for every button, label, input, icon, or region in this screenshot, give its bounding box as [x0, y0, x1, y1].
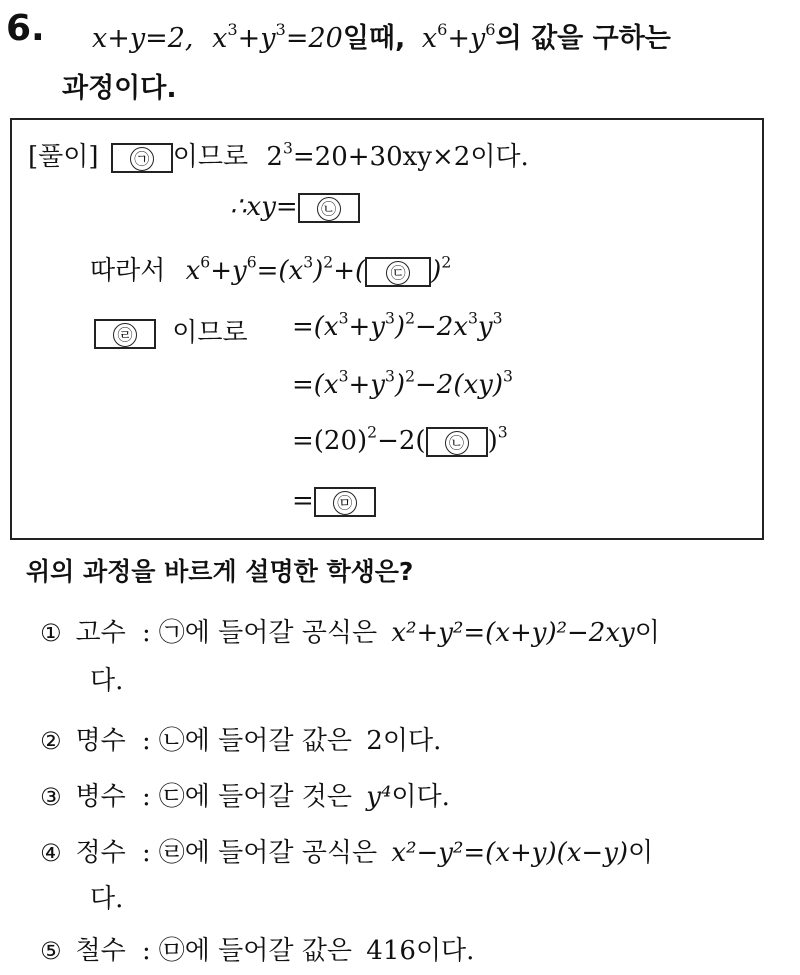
blank-a: ㉠	[111, 143, 173, 173]
condition-1: x+y=2,	[92, 23, 194, 54]
solution-line-5: $=(x^3+y^3)^2-2(xy)^3$	[292, 367, 513, 400]
solution-label: [풀이]	[28, 142, 99, 172]
line2-prefix: ∴xy=	[230, 192, 298, 222]
blank-b: ㉡	[298, 193, 360, 223]
question-line-1	[92, 16, 671, 55]
question-number: 6.	[6, 8, 45, 49]
blank-b-repeat: ㉡	[426, 427, 488, 457]
option-1-wrap: 다.	[90, 666, 124, 696]
solution-line-6: $=(20)^2-2$( ㉡ )$^3$	[292, 423, 508, 456]
option-3[interactable]: ③ 병수 : ㉢에 들어갈 것은 y⁴이다.	[40, 782, 450, 812]
target-suffix: 의 값을 구하는	[495, 23, 671, 54]
target-expression: $x^6+y^6$	[421, 19, 496, 54]
line1-math: $2^3=20+30xy\times 2$	[266, 139, 471, 172]
blank-d: ㉣	[94, 319, 156, 349]
option-2[interactable]: ② 명수 : ㉡에 들어갈 값은 2이다.	[40, 726, 442, 756]
blank-c: ㉢	[365, 257, 431, 287]
solution-box	[10, 118, 764, 540]
solution-line-4	[94, 312, 248, 349]
line3-label: 따라서	[90, 256, 166, 286]
option-4-wrap: 다.	[90, 884, 124, 914]
solution-line-4-math: $=(x^3+y^3)^2-2x^3y^3$	[292, 309, 503, 342]
option-5[interactable]: ⑤ 철수 : ㉤에 들어갈 값은 416이다.	[40, 936, 475, 966]
condition-2: $x^3+y^3=20$	[212, 19, 343, 54]
line4-after: 이므로	[172, 318, 248, 348]
blank-e: ㉤	[314, 487, 376, 517]
solution-line-1	[28, 136, 529, 173]
line3-math: $x^6+y^6=(x^3)^2+$( ㉢ )$^2$	[185, 253, 452, 286]
solution-line-7: = ㉤	[292, 486, 376, 517]
instruction-text: 위의 과정을 바르게 설명한 학생은?	[26, 557, 414, 586]
line1-end: 이다.	[470, 142, 529, 172]
solution-line-2	[230, 192, 360, 223]
option-4[interactable]: ④ 정수 : ㉣에 들어갈 공식은 x²−y²=(x+y)(x−y)이	[40, 838, 654, 868]
when-text: 일때,	[342, 23, 406, 54]
option-1[interactable]: ① 고수 : ㉠에 들어갈 공식은 x²+y²=(x+y)²−2xy이	[40, 618, 660, 648]
line1-after: 이므로	[172, 142, 249, 172]
solution-line-3	[90, 250, 451, 287]
question-line-2: 과정이다.	[62, 73, 177, 104]
